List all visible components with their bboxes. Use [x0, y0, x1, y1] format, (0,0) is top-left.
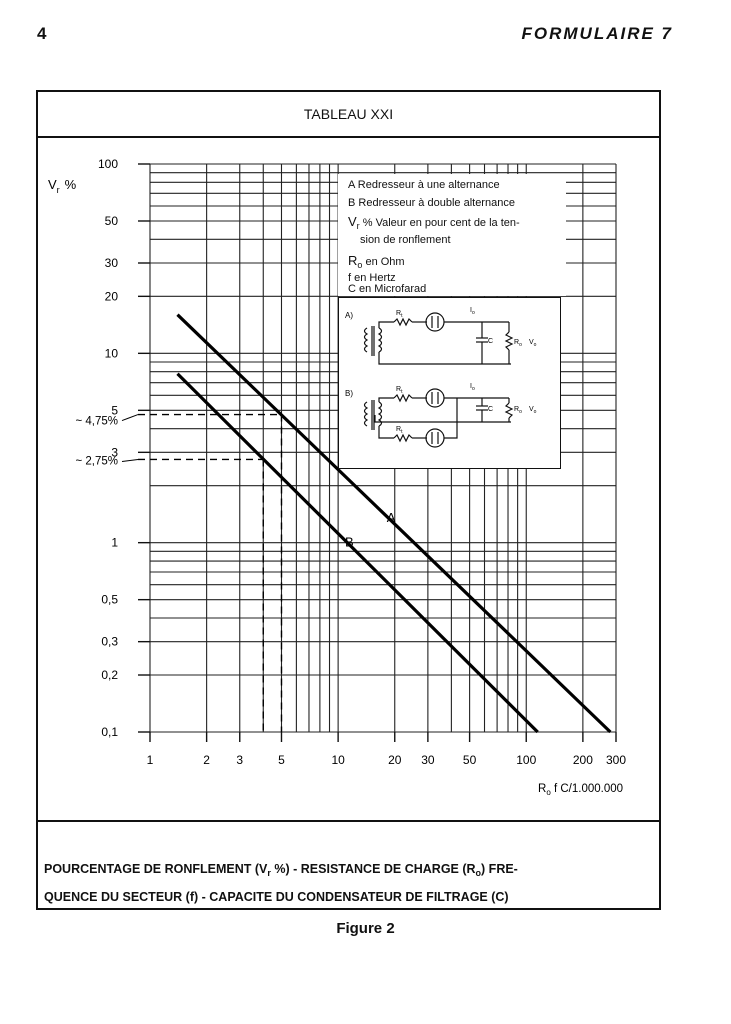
y-tick-label: 0,5: [101, 592, 118, 607]
rt-b2-label: $R_t$: [396, 426, 403, 435]
legend: [338, 174, 566, 296]
x-tick-label: 50: [462, 753, 477, 767]
y-tick-label: 100: [97, 157, 118, 171]
ro-a-label: $R_o$: [514, 339, 522, 348]
legend-vr-cont: sion de ronflement: [360, 234, 451, 246]
x-axis-label: $R_o$ f C/1.000.000: [538, 783, 624, 797]
legend-f: f en Hertz: [348, 272, 396, 284]
x-tick-label: 10: [331, 753, 345, 767]
y-tick-label: 3: [111, 445, 118, 460]
vo-b-label: $V_o$: [529, 406, 537, 415]
figure-caption: POURCENTAGE DE RONFLEMENT ($V_r$ %) - RESISTANCE DE CHARGE $(R_o)$ FRE- QUENCE DU SECTEUR (f) - CAPACITE DU CONDENSATEUR DE FILTRAGE (C): [44, 862, 518, 904]
x-tick-label: 30: [421, 753, 435, 767]
y-tick-label: 50: [104, 213, 118, 228]
figure-label: Figure 2: [336, 920, 395, 937]
tube-a: [426, 313, 444, 331]
circuit-diagram: [338, 297, 561, 469]
resistor-rt-b2: [394, 435, 412, 441]
y-tick-label: 1: [111, 535, 118, 550]
c-b-label: C: [488, 406, 494, 413]
x-tick-label: 300: [605, 753, 627, 767]
resistor-rt-b1: [394, 395, 412, 401]
y-tick-label: 20: [104, 289, 118, 304]
c-a-label: C: [488, 338, 494, 345]
y-tick-label: 0,1: [101, 725, 118, 739]
x-tick-label: 20: [388, 753, 402, 767]
running-head: FORMULAIRE 7: [521, 24, 673, 43]
ro-b-label: $R_o$: [514, 406, 522, 415]
series-label-A: A: [386, 510, 396, 526]
x-tick-label: 100: [516, 753, 537, 767]
tube-b1: [426, 389, 444, 407]
resistor-rt-a: [394, 319, 412, 325]
annotation-arrow: [122, 415, 138, 421]
io-b-label: $I_o$: [470, 383, 475, 392]
circuit-b-label: B): [345, 389, 353, 398]
y-axis-label: $V_r$ %: [48, 177, 77, 195]
x-tick-label: 1: [146, 753, 154, 767]
resistor-ro-b: [506, 403, 512, 418]
legend-vr: $V_r$ % Valeur en pour cent de la ten-: [348, 214, 520, 231]
x-tick-label: 2: [203, 753, 210, 767]
y-tick-label: 0,2: [101, 668, 118, 683]
rt-a-label: $R_t$: [396, 310, 403, 319]
io-a-label: $I_o$: [470, 307, 475, 316]
vo-a-label: $V_o$: [529, 339, 537, 348]
resistor-ro-a: [506, 332, 512, 350]
rt-b1-label: $R_t$: [396, 386, 403, 395]
annotation-label: ~ 2,75%: [75, 455, 118, 468]
y-tick-label: 10: [104, 346, 118, 361]
table-title: TABLEAU XXI: [38, 92, 659, 138]
y-tick-label: 0,3: [101, 634, 118, 649]
y-tick-label: 30: [104, 255, 118, 270]
legend-ro: $R_o$ en Ohm: [348, 253, 405, 270]
y-tick-label: 5: [111, 403, 118, 418]
tube-b2: [426, 429, 444, 447]
legend-b: B Redresseur à double alternance: [348, 197, 515, 209]
transformer-b-primary: [365, 402, 368, 426]
annotation-label: ~ 4,75%: [75, 415, 118, 428]
series-label-B: B: [345, 534, 354, 550]
page-number: 4: [37, 24, 47, 43]
x-tick-label: 3: [236, 753, 244, 767]
caption-divider: [38, 820, 659, 822]
x-tick-label: 5: [278, 753, 285, 767]
transformer-a-primary: [365, 328, 368, 352]
legend-a: A Redresseur à une alternance: [348, 179, 500, 191]
figure-frame: [36, 90, 661, 910]
circuit-a-label: A): [345, 311, 353, 320]
x-tick-label: 200: [572, 753, 593, 767]
transformer-a-secondary: [379, 328, 382, 352]
legend-c: C en Microfarad: [348, 283, 427, 295]
annotation-arrow: [122, 459, 138, 461]
